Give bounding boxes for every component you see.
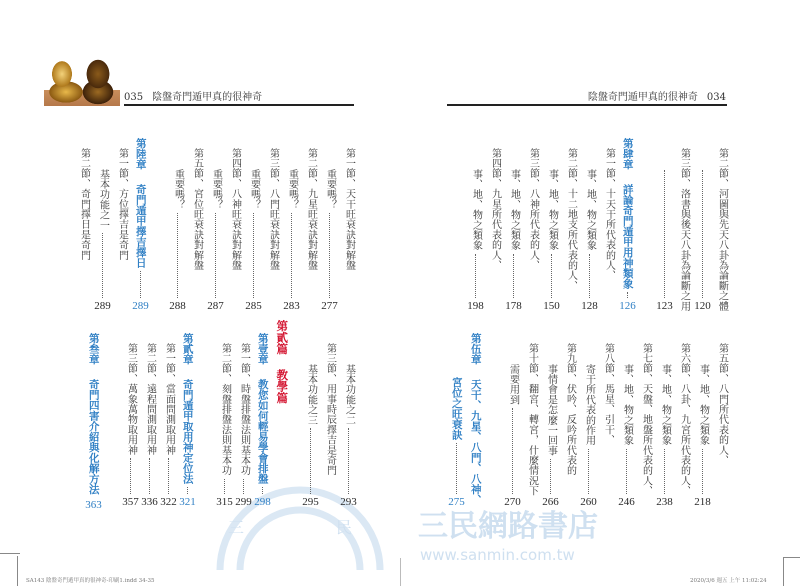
watermark-url: www.sanmin.com.tw	[420, 546, 575, 564]
toc-column	[187, 136, 206, 312]
toc-left-bottom	[84, 320, 358, 511]
toc-entry-section	[503, 331, 541, 508]
toc-page-number-text: 270	[504, 496, 521, 508]
toc-column	[599, 136, 618, 312]
toc-page-number	[655, 496, 674, 508]
toc-page-number	[159, 496, 178, 508]
dot-leader	[348, 428, 349, 494]
toc-page-number	[542, 300, 561, 312]
toc-entry-title-continued: 事、地、物之類象	[621, 364, 633, 446]
toc-entry-section	[541, 331, 579, 508]
toc-page-number-text: 357	[122, 496, 139, 508]
chapter-label: 第肆章	[621, 138, 634, 170]
toc-entry-title: 第五節、八門所代表的人、	[716, 343, 728, 466]
toc-entry-section	[320, 136, 358, 312]
toc-entry-title-continued: 重要嗎？	[286, 169, 298, 210]
toc-column	[466, 331, 485, 508]
toc-column	[503, 331, 522, 508]
toc-entry-title: 第四節、九星所代表的人、	[489, 148, 501, 271]
dot-leader	[291, 213, 292, 298]
toc-entry-title: 第七節、天盤、地盤所代表的人、	[640, 343, 652, 496]
toc-page-number-text: 218	[694, 496, 711, 508]
dot-leader	[329, 213, 330, 298]
toc-page-number-text: 260	[580, 496, 597, 508]
watermark-store-name: 三民網路書店	[418, 509, 598, 544]
toc-column	[636, 331, 655, 508]
toc-entry-title: 第八節、馬星、引干、	[602, 343, 614, 445]
toc-page-number-text: 283	[283, 300, 300, 312]
toc-entry-title: 第二節、河圖與先天八卦為論斷之體	[716, 148, 728, 312]
toc-entry-title-continued: 寄干所代表的作用	[583, 364, 595, 446]
toc-column	[320, 136, 339, 312]
toc-column	[272, 320, 291, 508]
toc-entry-title: 第一節、當面問測取用神	[163, 343, 175, 456]
toc-column	[339, 136, 358, 312]
dot-leader	[475, 254, 476, 298]
toc-column	[674, 136, 693, 312]
toc-page-number-text: 322	[160, 496, 177, 508]
toc-column	[598, 331, 617, 508]
part-title: 教學篇	[275, 368, 290, 403]
toc-column	[84, 331, 103, 511]
toc-entry-section	[655, 331, 693, 508]
toc-page-number	[206, 300, 225, 312]
toc-page-number-text: 289	[94, 300, 111, 312]
toc-column	[253, 331, 272, 508]
toc-column	[159, 331, 178, 508]
dot-leader	[513, 254, 514, 298]
chapter-title: 教您如何輕易學會排盤	[256, 378, 269, 484]
toc-page-number-text: 198	[467, 300, 484, 312]
toc-column	[712, 331, 731, 508]
toc-page-number-text: 123	[656, 300, 673, 312]
dot-leader	[551, 254, 552, 298]
dot-leader	[512, 408, 513, 494]
toc-page-number-text: 266	[542, 496, 559, 508]
toc-column	[225, 136, 244, 312]
toc-column	[339, 331, 358, 508]
toc-entry-section	[466, 136, 504, 312]
chapter-label: 第陸章	[134, 138, 147, 170]
toc-column	[541, 331, 560, 508]
dot-leader	[262, 487, 263, 495]
toc-entry-section	[579, 331, 617, 508]
toc-leader-column	[655, 136, 674, 312]
toc-entry-chapter	[447, 331, 485, 508]
toc-page-number	[655, 300, 674, 312]
toc-entry-title-continued: 事情會是怎麼一回事	[545, 364, 557, 456]
lion-statue-image	[44, 52, 120, 106]
toc-page-number-text: 336	[141, 496, 158, 508]
part-label: 第貳篇	[275, 320, 290, 355]
toc-entry-title-continued: 事、地、物之類象	[697, 364, 709, 446]
toc-column	[282, 136, 301, 312]
chapter-title: 奇門四害介紹與化解方法	[87, 378, 100, 494]
toc-column	[618, 136, 637, 312]
toc-page-number	[693, 300, 712, 312]
toc-entry-section	[206, 136, 244, 312]
toc-leader-column	[693, 136, 712, 312]
toc-column	[263, 136, 282, 312]
toc-left-top	[74, 136, 358, 312]
toc-entry-section	[244, 136, 282, 312]
dot-leader	[702, 170, 703, 298]
dot-leader	[224, 479, 225, 494]
watermark-logo-char: 三	[228, 518, 245, 537]
toc-column	[215, 331, 234, 508]
toc-entry-section	[168, 136, 206, 312]
toc-entry-section	[693, 136, 731, 312]
toc-entry-cont	[339, 331, 358, 508]
toc-entry-title: 第三節、洛書與後天八卦為論斷之用	[678, 148, 690, 312]
crop-mark	[0, 553, 20, 554]
toc-entry-section	[504, 136, 542, 312]
toc-page-number-text: 120	[694, 300, 711, 312]
toc-entry-title: 第三節、萬象萬物取用神	[125, 343, 137, 456]
toc-column	[560, 331, 579, 508]
dot-leader	[626, 449, 627, 494]
toc-entry-title-continued: 基本功能之一	[97, 169, 109, 231]
toc-page-number	[234, 496, 253, 508]
toc-entry-title: 第一節、方位擇吉是奇門	[116, 148, 128, 261]
toc-column	[301, 331, 320, 508]
toc-column	[504, 136, 523, 312]
header-rule-right	[447, 104, 727, 106]
toc-page-number-text: 238	[656, 496, 673, 508]
dot-leader	[149, 458, 150, 494]
toc-column	[617, 331, 636, 508]
toc-entry-title: 第二節、刻盤排盤法則基本功	[219, 343, 231, 476]
toc-column	[580, 136, 599, 312]
dot-leader	[168, 458, 169, 494]
toc-entry-title: 第五節、宮位旺衰訣對解盤	[191, 148, 203, 271]
toc-page-number	[244, 300, 263, 312]
crop-mark	[783, 557, 800, 558]
dot-leader	[177, 213, 178, 298]
toc-column	[74, 136, 93, 312]
toc-entry-title-continued: 重要嗎？	[324, 169, 336, 210]
toc-entry-title: 第二節、遠程問測取用神	[144, 343, 156, 456]
chapter-title: 詳論奇門遁甲用神類象	[621, 183, 634, 289]
toc-page-number	[617, 496, 636, 508]
toc-entry-title: 第三節、八門旺衰訣對解盤	[267, 148, 279, 271]
toc-entry-section	[93, 136, 131, 312]
toc-page-number	[693, 496, 712, 508]
toc-entry-title: 第二節、十二地支所代表的人、	[565, 148, 577, 291]
toc-column	[561, 136, 580, 312]
toc-page-number	[84, 499, 103, 511]
footer-timestamp: 2020/3/6 週五 上午 11:02:24	[690, 578, 767, 584]
chapter-label: 第伍章	[469, 333, 482, 365]
dot-leader	[102, 233, 103, 298]
toc-page-number	[339, 496, 358, 508]
toc-column	[121, 331, 140, 508]
toc-column	[112, 136, 131, 312]
toc-page-number-text: 275	[448, 496, 465, 508]
toc-column	[320, 331, 339, 508]
toc-page-number-text: 321	[179, 496, 196, 508]
crop-mark	[17, 556, 18, 586]
dot-leader	[130, 458, 131, 494]
toc-entry-title: 第三節、八神所代表的人、	[527, 148, 539, 271]
toc-column	[234, 331, 253, 508]
toc-page-number-text: 299	[235, 496, 252, 508]
toc-entry-title-continued: 基本功能之三	[305, 364, 317, 426]
toc-page-number-text: 295	[302, 496, 319, 508]
watermark-logo-char: 民	[336, 518, 353, 537]
toc-entry-title-continued: 事、地、物之類象	[659, 364, 671, 446]
toc-entry-title: 基本功能之二	[343, 364, 355, 426]
dot-leader	[589, 254, 590, 298]
chapter-title: 天干、九星、八門、八神、	[469, 378, 482, 505]
toc-column	[523, 136, 542, 312]
toc-entry-part	[272, 320, 291, 508]
toc-page-number-text: 150	[543, 300, 560, 312]
toc-entry-title: 第一節、時盤排盤法則基本功	[238, 343, 250, 476]
toc-entry-title: 第二節、奇門擇日是奇門	[78, 148, 90, 261]
toc-page-number-text: 363	[85, 499, 102, 511]
toc-column	[542, 136, 561, 312]
toc-entry-section	[617, 331, 655, 508]
toc-page-number	[580, 300, 599, 312]
dot-leader	[215, 213, 216, 298]
dot-leader	[664, 449, 665, 494]
toc-page-number-text: 288	[169, 300, 186, 312]
running-title-left: 陰盤奇門遁甲真的很神奇	[152, 92, 263, 103]
running-title-right: 陰盤奇門遁甲真的很神奇	[587, 92, 698, 103]
toc-column	[178, 331, 197, 508]
toc-page-number-text: 293	[340, 496, 357, 508]
left-page-header	[124, 88, 262, 103]
toc-entry-section	[301, 331, 339, 508]
toc-page-number	[541, 496, 560, 508]
toc-entry-section	[580, 136, 618, 312]
toc-page-number-text: 178	[505, 300, 522, 312]
chapter-title: 奇門遁甲擇吉擇日	[134, 183, 147, 268]
toc-column	[579, 331, 598, 508]
toc-page-number-text: 246	[618, 496, 635, 508]
toc-page-number	[253, 496, 272, 508]
toc-entry-section	[121, 331, 140, 508]
toc-column	[447, 331, 466, 508]
toc-column	[522, 331, 541, 508]
toc-entry-section	[655, 136, 693, 312]
chapter-label: 第叁章	[87, 333, 100, 365]
dot-leader	[550, 459, 551, 494]
toc-entry-chapter	[84, 331, 103, 511]
toc-entry-section	[542, 136, 580, 312]
dot-leader	[253, 213, 254, 298]
toc-column	[140, 331, 159, 508]
toc-page-number	[503, 496, 522, 508]
toc-page-number	[131, 300, 150, 312]
toc-page-number	[466, 300, 485, 312]
toc-page-number-text: 285	[245, 300, 262, 312]
toc-page-number	[618, 300, 637, 312]
toc-page-number-text: 287	[207, 300, 224, 312]
toc-entry-title: 第三節、用事時辰擇吉是奇門	[324, 343, 336, 476]
page-number-left: 035	[124, 92, 144, 103]
toc-entry-title-continued: 重要嗎？	[172, 169, 184, 210]
toc-entry-section	[282, 136, 320, 312]
spread-center-mark	[400, 558, 401, 586]
toc-page-number-text: 128	[581, 300, 598, 312]
toc-page-number	[504, 300, 523, 312]
toc-entry-title-continued: 重要嗎？	[248, 169, 260, 210]
toc-column	[301, 136, 320, 312]
toc-column	[206, 136, 225, 312]
toc-page-number	[140, 496, 159, 508]
toc-entry-title-continued: 事、地、物之類象	[470, 169, 482, 251]
toc-column	[693, 331, 712, 508]
right-page-header	[588, 88, 726, 103]
toc-entry-section	[215, 331, 234, 508]
chapter-label: 第壹章	[256, 333, 269, 365]
toc-entry-chapter	[131, 136, 150, 312]
toc-page-number	[282, 300, 301, 312]
chapter-title: 奇門遁甲取用神定位法	[181, 378, 194, 484]
toc-page-number	[178, 496, 197, 508]
toc-page-number-text: 126	[619, 300, 636, 312]
toc-right-top	[466, 136, 731, 312]
dot-leader	[243, 479, 244, 494]
dot-leader	[702, 449, 703, 494]
toc-entry-title: 第一節、天干旺衰訣對解盤	[343, 148, 355, 271]
toc-page-number-text: 298	[254, 496, 271, 508]
toc-page-number	[447, 496, 466, 508]
toc-column	[485, 136, 504, 312]
page-number-right: 034	[706, 92, 726, 103]
dot-leader	[588, 449, 589, 494]
toc-page-number-text: 289	[132, 300, 149, 312]
toc-column	[131, 136, 150, 312]
toc-entry-title: 第二節、九星旺衰訣對解盤	[305, 148, 317, 271]
chapter-label: 第貳章	[181, 333, 194, 365]
toc-entry-chapter	[618, 136, 637, 312]
toc-page-number-text: 277	[321, 300, 338, 312]
dot-leader	[627, 292, 628, 299]
toc-column	[655, 331, 674, 508]
toc-page-number	[121, 496, 140, 508]
toc-entry-section	[140, 331, 159, 508]
dot-leader	[310, 428, 311, 494]
toc-entry-title: 第十節、翻宮、轉宮，什麼情況下	[526, 343, 538, 496]
toc-entry-title: 第六節、八卦、九宮所代表的人、	[678, 343, 690, 496]
toc-entry-title: 第四節、八神旺衰訣對解盤	[229, 148, 241, 271]
chapter-title: 宮位之旺衰訣	[450, 377, 463, 440]
toc-page-number	[93, 300, 112, 312]
toc-column	[674, 331, 693, 508]
toc-column	[93, 136, 112, 312]
toc-page-number-text: 315	[216, 496, 233, 508]
toc-page-number	[301, 496, 320, 508]
crop-mark	[783, 557, 784, 586]
footer-file-info: SA143 陰盤奇門遁甲真的很神奇-印刷1.indd 34-35	[26, 578, 155, 584]
toc-entry-title: 第一節、十天干所代表的人、	[603, 148, 615, 281]
toc-entry-chapter	[253, 331, 272, 508]
toc-page-number	[320, 300, 339, 312]
toc-entry-title: 第九節、伏吟、反吟所代表的	[564, 343, 576, 476]
toc-entry-title-continued: 重要嗎？	[210, 169, 222, 210]
toc-right-bottom	[447, 331, 731, 508]
toc-entry-section	[693, 331, 731, 508]
toc-entry-title-continued: 事、地、物之類象	[546, 169, 558, 251]
toc-entry-title-continued: 事、地、物之類象	[584, 169, 596, 251]
toc-entry-chapter	[178, 331, 197, 508]
toc-page-number	[215, 496, 234, 508]
toc-entry-title-continued: 事、地、物之類象	[508, 169, 520, 251]
toc-entry-section	[234, 331, 253, 508]
toc-entry-title-continued: 需要用到	[507, 364, 519, 405]
dot-leader	[187, 487, 188, 495]
toc-column	[244, 136, 263, 312]
toc-entry-section	[159, 331, 178, 508]
toc-column	[712, 136, 731, 312]
toc-page-number	[579, 496, 598, 508]
toc-entry-section	[74, 136, 93, 312]
dot-leader	[664, 170, 665, 298]
toc-column	[168, 136, 187, 312]
toc-page-number	[168, 300, 187, 312]
dot-leader	[456, 443, 457, 494]
toc-column	[466, 136, 485, 312]
dot-leader	[140, 271, 141, 299]
header-rule-left	[124, 104, 354, 106]
